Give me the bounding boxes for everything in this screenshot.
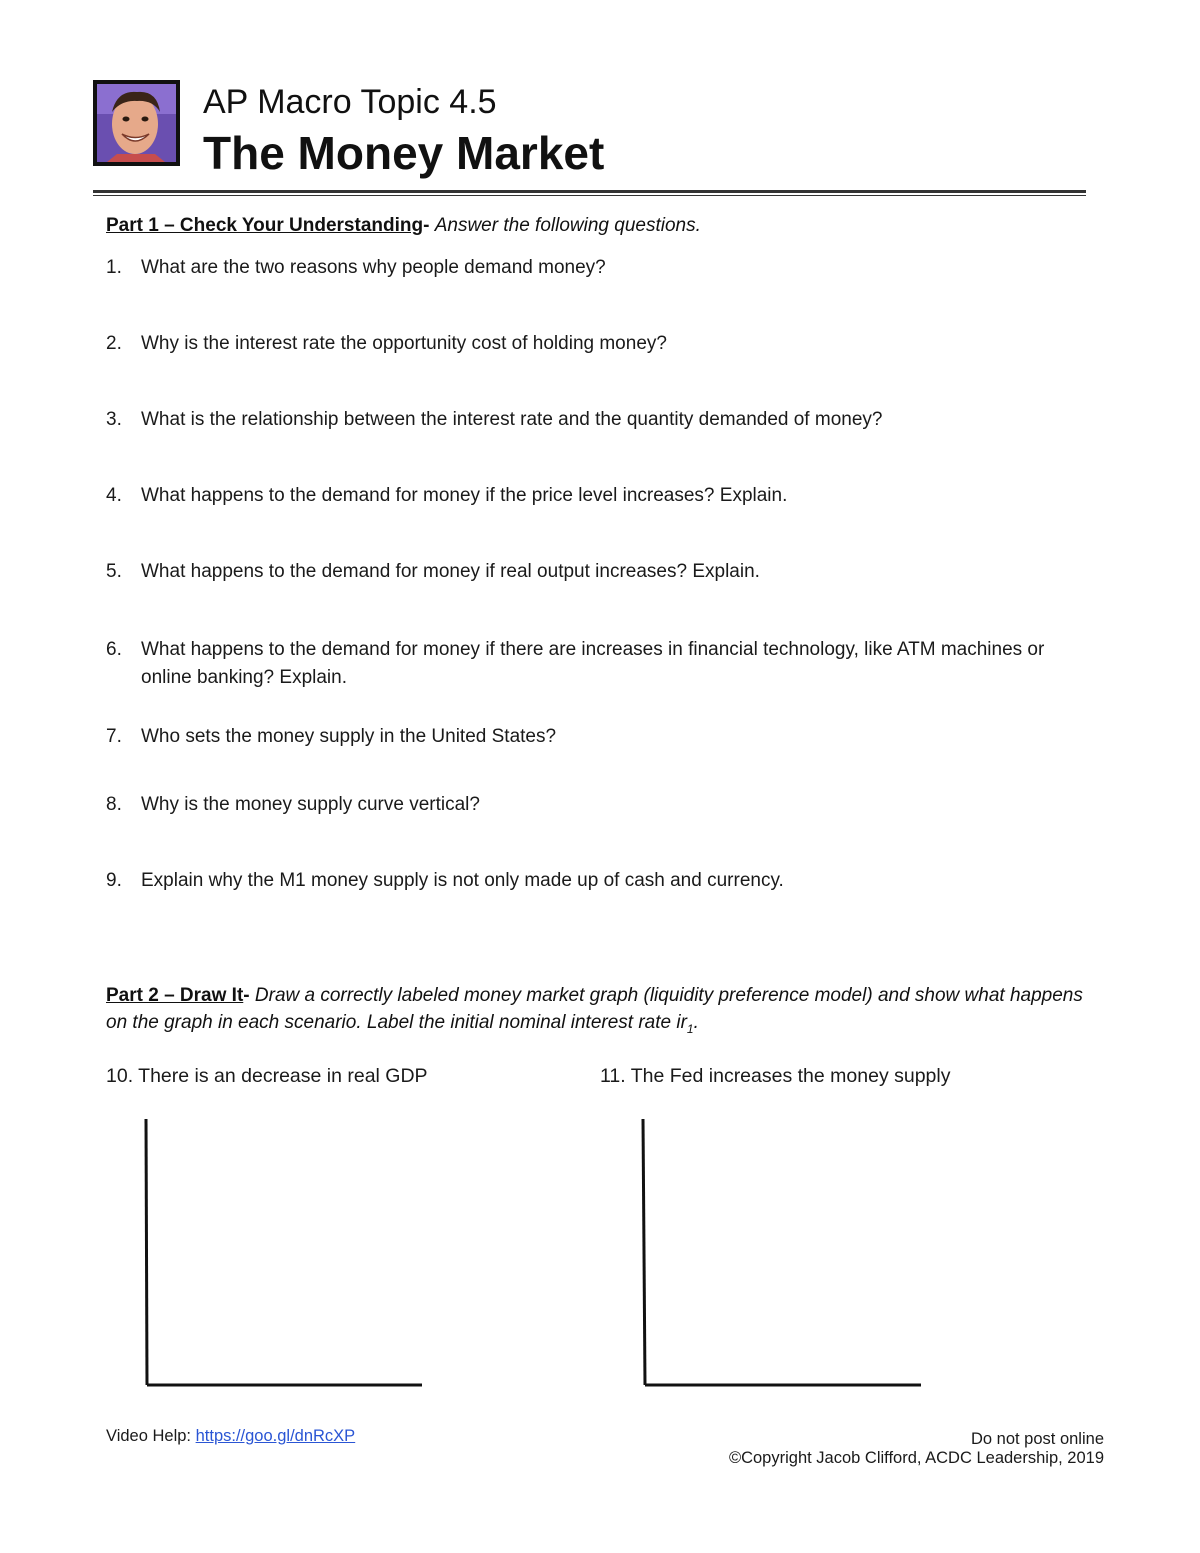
author-photo: [93, 80, 180, 166]
question-text: Why is the money supply curve vertical?: [141, 794, 480, 815]
question-number: 1.: [106, 257, 122, 278]
question-number: 7.: [106, 726, 122, 747]
part2-label: Part 2 – Draw It: [106, 985, 244, 1006]
question-number: 4.: [106, 485, 122, 506]
graph-11-y-axis: [643, 1119, 645, 1385]
header-rule-thin: [93, 195, 1086, 196]
video-help-link[interactable]: https://goo.gl/dnRcXP: [195, 1427, 356, 1445]
part2-separator: -: [243, 985, 250, 1006]
footer-copyright: ©Copyright Jacob Clifford, ACDC Leadership, 2019: [728, 1449, 1104, 1467]
author-face-icon: [97, 84, 176, 162]
question-number: 8.: [106, 794, 122, 815]
graph-10-y-axis: [146, 1119, 147, 1385]
blank-graph-11: [638, 1115, 928, 1390]
question-text: Explain why the M1 money supply is not only made up of cash and currency.: [141, 870, 784, 891]
part2-subscript: 1: [686, 1021, 694, 1036]
question-10: 10. There is an decrease in real GDP: [106, 1065, 428, 1087]
part2-heading: [106, 982, 1096, 1043]
question-text: What happens to the demand for money if there are increases in financial technology, like ATM machines or online banking? Explain.: [141, 639, 1045, 688]
question-number: 9.: [106, 870, 122, 891]
question-text: Why is the interest rate the opportunity cost of holding money?: [141, 333, 667, 354]
video-help-label: Video Help:: [106, 1427, 196, 1445]
part1-heading: [106, 212, 701, 239]
question-text: What are the two reasons why people demand money?: [141, 257, 606, 278]
question-11: 11. The Fed increases the money supply: [600, 1065, 951, 1087]
part2-description: Draw a correctly labeled money market graph (liquidity preference model) and show what happens on the graph in each scenario. Label the initial nominal interest rate ir: [106, 985, 1083, 1033]
question-text: What happens to the demand for money if the price level increases? Explain.: [141, 485, 788, 506]
header-rule: [93, 190, 1086, 193]
question-number: 6.: [106, 639, 122, 660]
video-help: [106, 1426, 355, 1446]
header-title: The Money Market: [203, 127, 605, 179]
blank-graph-10: [140, 1115, 430, 1390]
part1-separator: -: [423, 215, 430, 236]
question-number: 2.: [106, 333, 122, 354]
footer-notice: Do not post online: [970, 1430, 1104, 1448]
part1-label: Part 1 – Check Your Understanding: [106, 215, 424, 236]
question-text: Who sets the money supply in the United States?: [141, 726, 557, 747]
header-subtitle: AP Macro Topic 4.5: [203, 83, 497, 121]
question-text: What happens to the demand for money if real output increases? Explain.: [141, 561, 760, 582]
part1-description: Answer the following questions.: [434, 215, 701, 236]
part2-period: .: [693, 1012, 699, 1033]
question-text: What is the relationship between the interest rate and the quantity demanded of money?: [141, 409, 883, 430]
question-number: 3.: [106, 409, 122, 430]
question-number: 5.: [106, 561, 122, 582]
